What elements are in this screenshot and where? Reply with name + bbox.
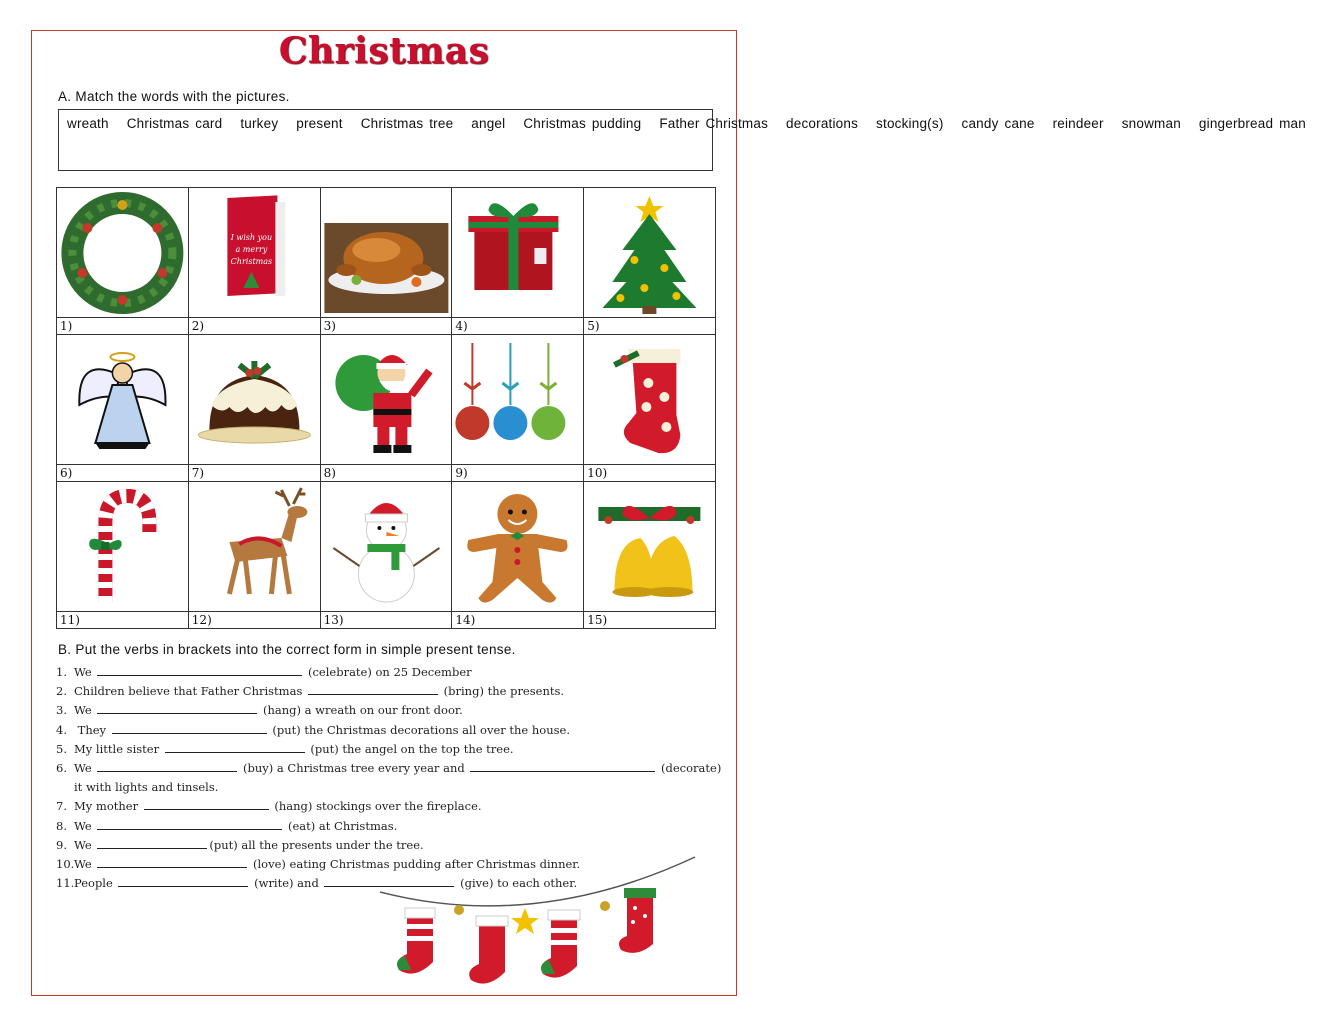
- exercise-item: 1. We (celebrate) on 25 December: [56, 665, 472, 679]
- picture-number: 5): [587, 319, 600, 333]
- picture-number: 9): [455, 466, 468, 480]
- star-ornament: [511, 908, 539, 934]
- stocking-image: [584, 335, 715, 465]
- card-text: I wish you: [230, 233, 272, 242]
- bell-ornament: [600, 901, 610, 911]
- picture-number: 11): [60, 613, 80, 627]
- picture-cell: [188, 187, 321, 335]
- picture-cell: [583, 334, 716, 482]
- picture-cell: [56, 334, 189, 482]
- picture-number: 14): [455, 613, 476, 627]
- answer-blank[interactable]: [97, 819, 282, 830]
- section-a-instruction: A. Match the words with the pictures.: [58, 89, 290, 104]
- bells-image: [584, 482, 715, 612]
- page-title: Christmas: [278, 30, 490, 72]
- picture-number: 8): [323, 466, 336, 480]
- svg-text:Christmas: Christmas: [230, 257, 272, 266]
- picture-cell: [56, 187, 189, 335]
- answer-blank[interactable]: [97, 665, 302, 676]
- answer-blank[interactable]: [165, 742, 305, 753]
- word-bank-item: candy cane: [961, 116, 1035, 131]
- answer-blank[interactable]: [97, 838, 207, 849]
- picture-cell: [188, 481, 321, 629]
- answer-blank[interactable]: [308, 684, 438, 695]
- picture-number: 15): [587, 613, 608, 627]
- picture-number: 3): [323, 319, 336, 333]
- picture-cell: [320, 187, 453, 335]
- picture-number: 6): [60, 466, 73, 480]
- picture-cell: [451, 481, 584, 629]
- snowman-image: [321, 482, 452, 612]
- picture-number: 7): [191, 466, 205, 480]
- gingerbread-man-image: [452, 482, 583, 612]
- answer-blank[interactable]: [118, 876, 248, 887]
- word-bank-item: gingerbread man: [1198, 116, 1306, 131]
- answer-blank[interactable]: [470, 761, 655, 772]
- stocking-4: [619, 888, 656, 953]
- picture-cell: [583, 187, 716, 335]
- stocking-3: [541, 910, 580, 978]
- bell-ornament: [454, 905, 464, 915]
- word-bank-item: stocking(s): [876, 116, 944, 131]
- exercise-item: 8. We (eat) at Christmas.: [56, 818, 398, 833]
- picture-number: 2): [191, 319, 205, 333]
- word-bank-item: decorations: [786, 116, 859, 131]
- christmas-card-image: [189, 188, 320, 318]
- decorations-image: [452, 335, 583, 465]
- stocking-1: [397, 908, 435, 974]
- reindeer-image: [189, 482, 320, 612]
- wreath-image: [57, 188, 188, 318]
- picture-cell: [188, 334, 321, 482]
- exercise-item: 5. My little sister (put) the angel on the top the tree.: [56, 741, 514, 756]
- word-bank-item: Father Christmas: [659, 116, 769, 131]
- word-bank-item: turkey: [240, 116, 279, 131]
- turkey-image: [321, 188, 452, 318]
- answer-blank[interactable]: [112, 723, 267, 734]
- stocking-2: [469, 916, 508, 984]
- word-bank-item: Christmas tree: [360, 116, 454, 131]
- picture-number: 10): [587, 466, 608, 480]
- picture-cell: [320, 334, 453, 482]
- word-bank: [58, 109, 1306, 171]
- picture-cell: [320, 481, 453, 629]
- word-bank-item: reindeer: [1052, 116, 1104, 131]
- christmas-pudding-image: [189, 335, 320, 465]
- exercise-item: 10.We (love) eating Christmas pudding after Christmas dinner.: [56, 857, 581, 871]
- christmas-tree-image: [584, 188, 715, 318]
- answer-blank[interactable]: [97, 761, 237, 772]
- exercise-item: 3. We (hang) a wreath on our front door.: [56, 703, 463, 718]
- picture-number: 1): [60, 319, 73, 333]
- picture-cell: [451, 334, 584, 482]
- present-image: [452, 188, 583, 318]
- word-bank-item: wreath: [67, 116, 109, 131]
- candy-cane-image: [57, 482, 188, 612]
- exercise-item: 6. We (buy) a Christmas tree every year and (decorate): [56, 761, 722, 775]
- picture-number: 12): [191, 613, 212, 627]
- exercise-item: 7. My mother (hang) stockings over the fireplace.: [56, 799, 482, 814]
- exercise-item: 2. Children believe that Father Christmas (bring) the presents.: [56, 684, 565, 699]
- word-bank-item: Christmas pudding: [523, 116, 642, 131]
- word-bank-item: present: [296, 116, 343, 131]
- picture-cell: [56, 481, 189, 629]
- word-bank-item: Christmas card: [126, 116, 223, 131]
- svg-text:a merry: a merry: [235, 245, 268, 254]
- father-christmas-image: [321, 335, 452, 465]
- exercise-item: 11.People (write) and (give) to each other.: [56, 876, 578, 891]
- word-bank-item: angel: [471, 116, 506, 131]
- stockings-garland-image: [375, 852, 705, 992]
- exercise-item: 4. They (put) the Christmas decorations all over the house.: [56, 722, 570, 737]
- section-b-instruction: B. Put the verbs in brackets into the correct form in simple present tense.: [58, 642, 516, 657]
- picture-cell: [583, 481, 716, 629]
- picture-cell: [451, 187, 584, 335]
- picture-number: 4): [455, 319, 468, 333]
- answer-blank[interactable]: [97, 703, 257, 714]
- answer-blank[interactable]: [144, 799, 269, 810]
- angel-image: [57, 335, 188, 465]
- word-bank-item: snowman: [1121, 116, 1181, 131]
- picture-number: 13): [323, 613, 344, 627]
- answer-blank[interactable]: [97, 857, 247, 868]
- exercise-item: it with lights and tinsels.: [74, 780, 219, 795]
- exercise-item: 9. We (put) all the presents under the tree.: [56, 837, 424, 852]
